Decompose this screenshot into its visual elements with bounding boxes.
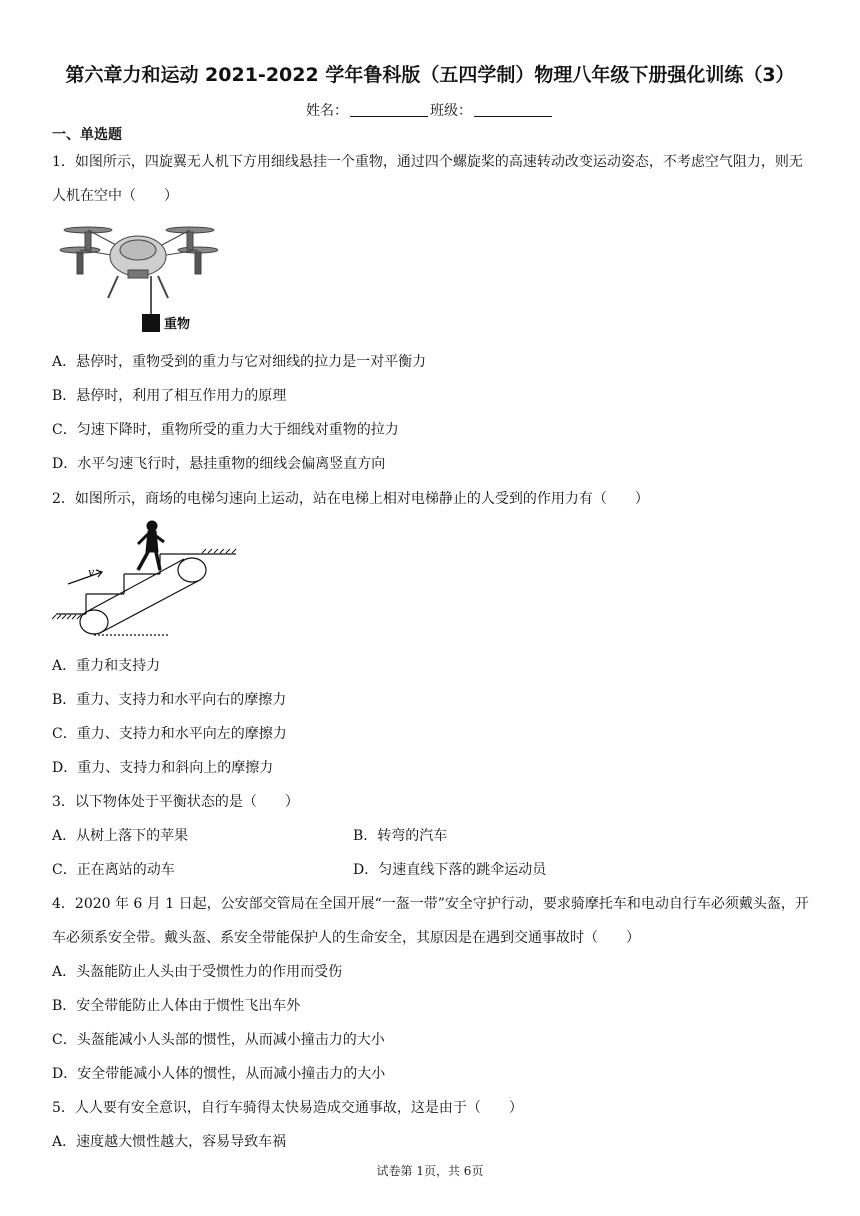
question-2-option-b[interactable]: B．重力、支持力和水平向右的摩擦力: [52, 692, 287, 708]
question-3-stem: 3．以下物体处于平衡状态的是（ ）: [52, 794, 299, 810]
question-4-option-b[interactable]: B．安全带能防止人体由于惯性飞出车外: [52, 998, 301, 1014]
velocity-label: v: [88, 566, 95, 579]
name-label: 姓名：: [306, 103, 348, 119]
question-1-option-c[interactable]: C．匀速下降时，重物所受的重力大于细线对重物的拉力: [52, 422, 399, 438]
question-3-option-c[interactable]: C．正在离站的动车: [52, 862, 175, 878]
drone-figure: [58, 218, 218, 336]
escalator-figure: [52, 518, 242, 642]
name-blank[interactable]: [350, 102, 428, 117]
question-2-option-a[interactable]: A．重力和支持力: [52, 658, 161, 674]
question-1-option-a[interactable]: A．悬停时，重物受到的重力与它对细线的拉力是一对平衡力: [52, 354, 427, 370]
question-5-stem: 5．人人要有安全意识，自行车骑得太快易造成交通事故，这是由于（ ）: [52, 1100, 523, 1116]
question-3-option-d[interactable]: D．匀速直线下落的跳伞运动员: [353, 862, 547, 878]
question-3-option-b[interactable]: B．转弯的汽车: [353, 828, 448, 844]
student-info-line: [0, 100, 860, 120]
section-heading: 一、单选题: [52, 127, 122, 143]
question-1-option-b[interactable]: B．悬停时，利用了相互作用力的原理: [52, 388, 287, 404]
question-2-option-d[interactable]: D．重力、支持力和斜向上的摩擦力: [52, 760, 274, 776]
question-4-option-a[interactable]: A．头盔能防止人头由于受惯性力的作用而受伤: [52, 964, 343, 980]
question-5-option-a[interactable]: A．速度越大惯性越大，容易导致车祸: [52, 1134, 287, 1150]
page-title: 第六章力和运动 2021-2022 学年鲁科版（五四学制）物理八年级下册强化训练（3）: [65, 64, 795, 86]
question-4-option-c[interactable]: C．头盔能减小人头部的惯性，从而减小撞击力的大小: [52, 1032, 385, 1048]
page-footer: 试卷第 1页，共 6页: [376, 1164, 484, 1178]
question-1-option-d[interactable]: D．水平匀速飞行时，悬挂重物的细线会偏离竖直方向: [52, 456, 386, 472]
question-2-option-c[interactable]: C．重力、支持力和水平向左的摩擦力: [52, 726, 287, 742]
drone-weight-label: 重物: [164, 317, 191, 332]
question-1-stem: 1．如图所示，四旋翼无人机下方用细线悬挂一个重物，通过四个螺旋桨的高速转动改变运动姿态，不考虑空气阻力，则无人机在空中（ ）: [52, 154, 803, 204]
question-2-stem: 2．如图所示，商场的电梯匀速向上运动，站在电梯上相对电梯静止的人受到的作用力有（ ）: [52, 491, 649, 507]
question-4-stem: 4．2020 年 6 月 1 日起，公安部交管局在全国开展“一盔一带”安全守护行动，要求骑摩托车和电动自行车必须戴头盔，开车必须系安全带。戴头盔、系安全带能保护人的生命安全，其原因是在遇到交通事故时（ ）: [52, 896, 809, 946]
class-blank[interactable]: [474, 102, 552, 117]
question-3-option-a[interactable]: A．从树上落下的苹果: [52, 828, 189, 844]
question-4-option-d[interactable]: D．安全带能减小人体的惯性，从而减小撞击力的大小: [52, 1066, 386, 1082]
class-label: 班级：: [430, 103, 472, 119]
